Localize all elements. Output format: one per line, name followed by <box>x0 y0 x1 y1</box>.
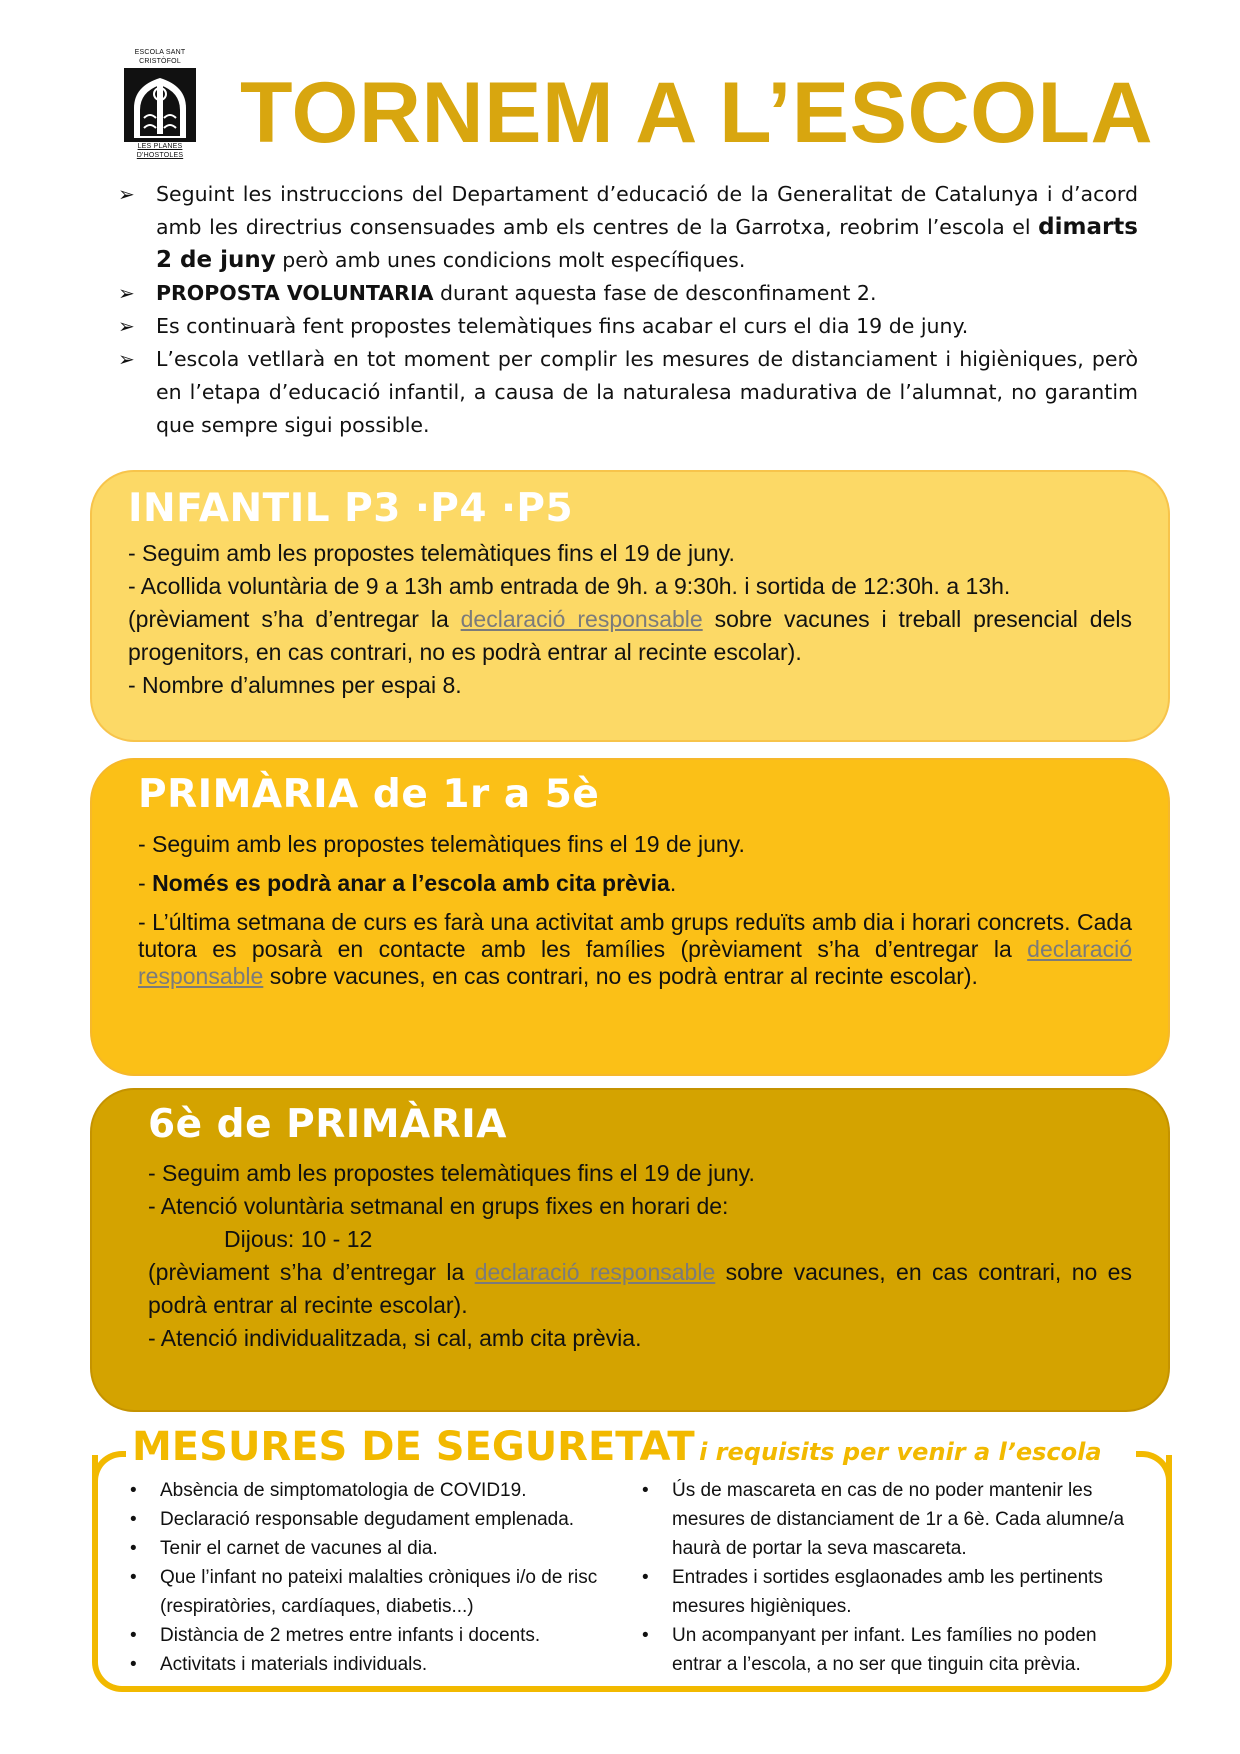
mesures-right-list <box>634 1476 1144 1679</box>
primaria-heading: PRIMÀRIA de 1r a 5è <box>138 772 600 817</box>
intro-item <box>118 343 1138 442</box>
intro-text: durant aquesta fase de desconfinament 2. <box>433 281 877 305</box>
intro-text: L’escola vetllarà en tot moment per complir les mesures de distanciament i higièniques, però en l’etapa d’educació infantil, a causa de la naturalesa madurativa de l’alumnat, no garantim que sempre sigui possible. <box>156 347 1138 437</box>
primaria-text: - <box>138 870 153 896</box>
infantil-section <box>90 470 1170 742</box>
voluntary-proposal: PROPOSTA VOLUNTARIA <box>156 281 434 305</box>
primaria-text: sobre vacunes, en cas contrari, no es podrà entrar al recinte escolar). <box>263 963 978 989</box>
list-item: • Un acompanyant per infant. Les famílies no poden entrar a l’escola, a no ser que tinguin cita prèvia. <box>634 1621 1144 1679</box>
intro-text: però amb unes condicions molt específiques. <box>275 248 746 272</box>
sise-schedule: Dijous: 10 - 12 <box>224 1226 373 1252</box>
primaria-line <box>138 909 1132 990</box>
mesures-subheading: i requisits per venir a l’escola <box>699 1438 1102 1466</box>
logo-top-text: ESCOLA SANT CRISTÒFOL <box>134 49 186 65</box>
infantil-line: - Nombre d’alumnes per espai 8. <box>128 672 462 698</box>
school-logo <box>118 48 202 159</box>
declaracio-responsable-link[interactable]: declaració responsable <box>138 936 1132 989</box>
page-title: TORNEM A L’ESCOLA <box>240 65 1154 161</box>
list-item: • Que l’infant no pateixi malalties cròniques i/o de risc (respiratòries, cardíaques, diabetis...) <box>122 1563 642 1621</box>
intro-item <box>118 178 1138 277</box>
sise-line: - Atenció individualitzada, si cal, amb cita prèvia. <box>148 1325 642 1351</box>
intro-item <box>118 310 1138 343</box>
appointment-notice: Només es podrà anar a l’escola amb cita prèvia <box>152 870 670 896</box>
sise-text: sobre vacunes, en cas contrari, no es podrà entrar al recinte escolar). <box>148 1259 1132 1318</box>
primaria-section <box>90 758 1170 1076</box>
infantil-line: - Acollida voluntària de 9 a 13h amb entrada de 9h. a 9:30h. i sortida de 12:30h. a 13h. <box>128 573 1011 599</box>
list-item: • Tenir el carnet de vacunes al dia. <box>122 1534 642 1563</box>
list-item: • Absència de simptomatologia de COVID19. <box>122 1476 642 1505</box>
primaria-text: . <box>669 870 677 896</box>
primaria-line: - Seguim amb les propostes telemàtiques fins el 19 de juny. <box>138 831 745 857</box>
sise-text: (prèviament s’ha d’entregar la <box>148 1259 475 1285</box>
list-item: • Entrades i sortides esglaonades amb les pertinents mesures higièniques. <box>634 1563 1144 1621</box>
sise-heading: 6è de PRIMÀRIA <box>148 1102 507 1147</box>
primaria-text: - L’última setmana de curs es farà una activitat amb grups reduïts amb dia i horari concrets. Cada tutora es posarà en contacte amb les famílies (prèviament s’ha d’entregar la <box>138 909 1132 962</box>
infantil-line <box>128 603 1132 669</box>
intro-text: Es continuarà fent propostes telemàtiques fins acabar el curs el dia 19 de juny. <box>156 314 969 338</box>
intro-list <box>118 178 1138 442</box>
declaracio-responsable-link[interactable]: declaració responsable <box>474 1259 716 1285</box>
infantil-text: sobre vacunes i treball presencial dels progenitors, en cas contrari, no es podrà entrar al recinte escolar). <box>128 606 1132 665</box>
primaria-line <box>138 870 1132 897</box>
declaracio-responsable-link[interactable]: declaració responsable <box>460 606 703 632</box>
logo-bottom-text: LES PLANES D'HOSTOLES <box>136 143 184 159</box>
sise-line: - Atenció voluntària setmanal en grups fixes en horari de: <box>148 1193 729 1219</box>
sise-line <box>148 1256 1132 1322</box>
infantil-line: - Seguim amb les propostes telemàtiques fins el 19 de juny. <box>128 540 735 566</box>
reopen-date: dimarts 2 de juny <box>156 214 1138 273</box>
mesures-left-list <box>122 1476 642 1679</box>
list-item: • Declaració responsable degudament emplenada. <box>122 1505 642 1534</box>
list-item: • Ús de mascareta en cas de no poder mantenir les mesures de distanciament de 1r a 6è. Cada alumne/a haurà de portar la seva mascareta. <box>634 1476 1144 1563</box>
infantil-text: (prèviament s’ha d’entregar la <box>128 606 461 632</box>
list-item: • Activitats i materials individuals. <box>122 1650 642 1679</box>
mesures-heading: MESURES DE SEGURETAT <box>132 1424 695 1470</box>
intro-item <box>118 277 1138 310</box>
sise-line: - Seguim amb les propostes telemàtiques fins el 19 de juny. <box>148 1160 755 1186</box>
infantil-heading: INFANTIL P3 ·P4 ·P5 <box>128 486 574 531</box>
school-emblem-icon <box>124 68 196 142</box>
list-item: • Distància de 2 metres entre infants i docents. <box>122 1621 642 1650</box>
mesures-title <box>126 1424 1108 1470</box>
sise-section <box>90 1088 1170 1412</box>
intro-text: Seguint les instruccions del Departament d’educació de la Generalitat de Catalunya i d’acord amb les directrius consensuades amb els centres de la Garrotxa, reobrim l’escola el <box>156 182 1138 239</box>
